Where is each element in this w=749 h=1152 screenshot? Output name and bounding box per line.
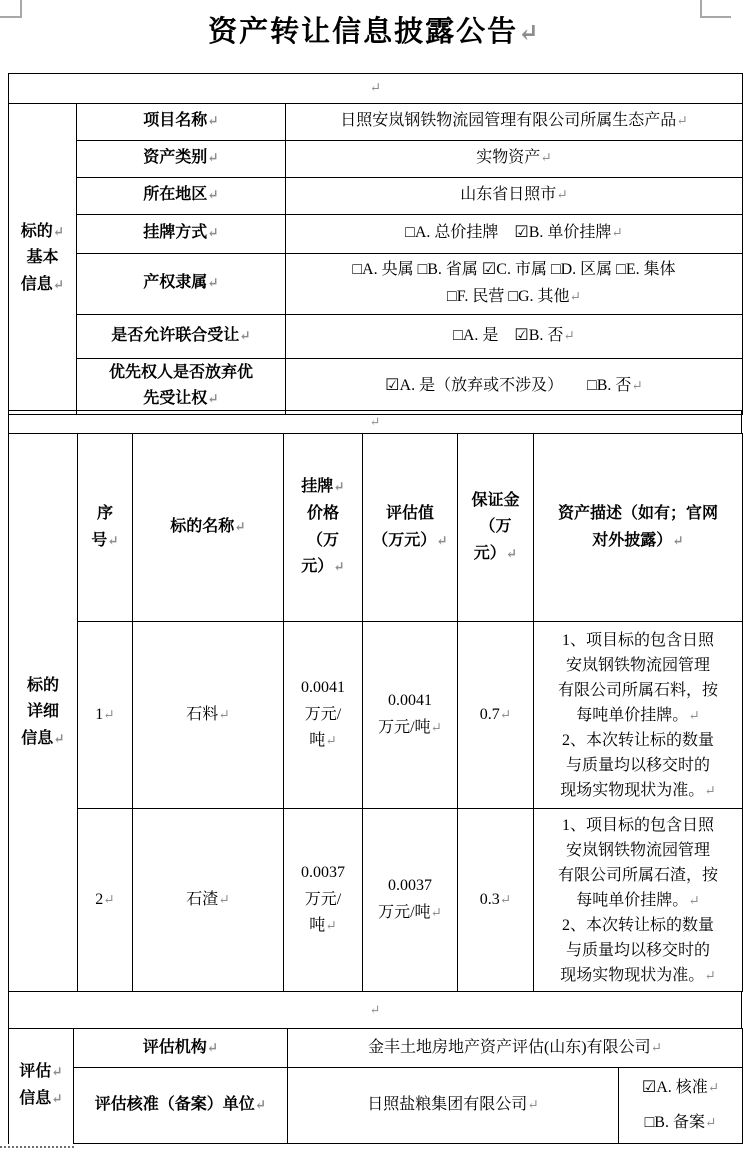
asset-category-value-cell: 实物资产↵	[286, 140, 743, 177]
row1-price-cell: 0.0041 万元/ 吨↵	[284, 622, 363, 809]
row2-evaluation-cell: 0.0037 万元/吨↵	[363, 809, 458, 992]
approval-unit-value-cell: 日照盐粮集团有限公司↵	[288, 1068, 619, 1144]
header-seq-cell: 序 号↵	[78, 434, 133, 622]
empty-paragraph-cell: ↵	[9, 74, 743, 104]
row2-description-cell: 1、项目标的包含日照 安岚钢铁物流园管理 有限公司所属石渣，按 每吨单价挂牌。↵ 2、本次转让标的数量 与质量均以移交时的 现场实物现状为准。↵	[534, 809, 743, 992]
section-label-detail-info: 标的 详细 信息↵	[9, 434, 78, 992]
approval-unit-label-cell: 评估核准（备案）单位↵	[74, 1068, 288, 1144]
listing-method-label-cell: 挂牌方式↵	[77, 214, 286, 253]
empty-paragraph-row: ↵	[8, 410, 742, 434]
empty-paragraph-row: ↵	[8, 991, 742, 1029]
priority-waiver-label-cell: 优先权人是否放弃优 先受让权↵	[77, 358, 286, 414]
priority-waiver-options-cell[interactable]: ☑A. 是（放弃或不涉及） □B. 否↵	[286, 358, 743, 414]
header-deposit-cell: 保证金 （万 元）↵	[458, 434, 534, 622]
page-title: 资产转让信息披露公告↵	[208, 16, 541, 48]
appraisal-org-label-cell: 评估机构↵	[74, 1029, 288, 1068]
header-listing-price-cell: 挂牌↵ 价格 （万 元）↵	[284, 434, 363, 622]
header-evaluation-cell: 评估值 （万元）↵	[363, 434, 458, 622]
row1-seq-cell: 1↵	[78, 622, 133, 809]
region-value-cell: 山东省日照市↵	[286, 177, 743, 214]
ownership-label-cell: 产权隶属↵	[77, 253, 286, 314]
asset-category-label-cell: 资产类别↵	[77, 140, 286, 177]
row1-deposit-cell: 0.7↵	[458, 622, 534, 809]
basic-info-table	[8, 73, 743, 415]
row2-seq-cell: 2↵	[78, 809, 133, 992]
project-name-label-cell: 项目名称↵	[77, 103, 286, 140]
row1-name-cell: 石料↵	[133, 622, 284, 809]
section-label-appraisal-info: 评估↵ 信息↵	[9, 1029, 74, 1144]
header-name-cell: 标的名称↵	[133, 434, 284, 622]
listing-method-options-cell[interactable]: □A. 总价挂牌 ☑B. 单价挂牌↵	[286, 214, 743, 253]
section-label-basic-info: 标的↵ 基本 信息↵	[9, 103, 77, 414]
detail-table	[8, 433, 743, 992]
header-description-cell: 资产描述（如有；官网 对外披露）↵	[534, 434, 743, 622]
joint-transfer-label-cell: 是否允许联合受让↵	[77, 314, 286, 358]
joint-transfer-options-cell[interactable]: □A. 是 ☑B. 否↵	[286, 314, 743, 358]
approval-options-cell[interactable]: ☑A. 核准↵ □B. 备案↵	[619, 1068, 743, 1144]
row2-price-cell: 0.0037 万元/ 吨↵	[284, 809, 363, 992]
row1-description-cell: 1、项目标的包含日照 安岚钢铁物流园管理 有限公司所属石料，按 每吨单价挂牌。↵ 2、本次转让标的数量 与质量均以移交时的 现场实物现状为准。↵	[534, 622, 743, 809]
row2-name-cell: 石渣↵	[133, 809, 284, 992]
row2-deposit-cell: 0.3↵	[458, 809, 534, 992]
project-name-value-cell: 日照安岚钢铁物流园管理有限公司所属生态产品↵	[286, 103, 743, 140]
ownership-options-cell[interactable]: □A. 央属 □B. 省属 ☑C. 市属 □D. 区属 □E. 集体 □F. 民营 □G. 其他↵	[286, 253, 743, 314]
row1-evaluation-cell: 0.0041 万元/吨↵	[363, 622, 458, 809]
appraisal-table	[8, 1028, 743, 1144]
page-break-dotted-line	[0, 1146, 74, 1148]
appraisal-org-value-cell: 金丰土地房地产资产评估(山东)有限公司↵	[288, 1029, 743, 1068]
region-label-cell: 所在地区↵	[77, 177, 286, 214]
